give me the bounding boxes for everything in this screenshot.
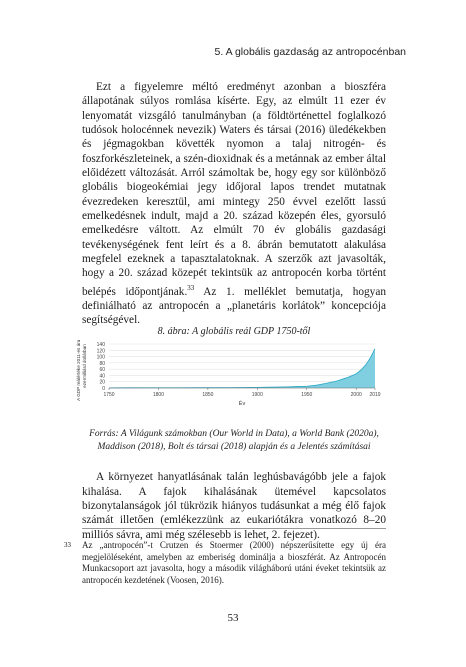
- x-tick-label: 1850: [202, 392, 214, 398]
- y-tick-label: 40: [99, 373, 105, 380]
- footnote-rule: [82, 528, 386, 529]
- gdp-chart-svg: [66, 340, 386, 420]
- y-axis-label-line: A GDP reálértéke 2011-es árakon,: [76, 340, 81, 401]
- gdp-area: [109, 349, 375, 388]
- paragraph-1-text-after: Az 1. melléklet bemutatja, hogyan definiálható az antropocén a „planetáris korlátok” koncepciója segítségével.: [82, 285, 386, 327]
- footnote: [64, 540, 386, 586]
- y-tick-label: 60: [99, 367, 105, 374]
- paragraph-2-text: A környezet hanyatlásának talán leghúsbavágóbb jele a fajok kihalása. A fajok kihalásának ütemével kapcsolatos bizonytalanságok jól tükrözik hiányos tudásunkat a még élő fajok számát illetően (emlékezzünk az eukariótákra vonatkozó 8–20 milliós sávra, ami még szélesebb is lehet, 2. fejezet).: [82, 471, 386, 541]
- y-tick-label: 140: [96, 342, 105, 348]
- paragraph-1-text: Ezt a figyelemre méltó eredményt azonban a bioszféra állapotának súlyos romlása kísérte. Egy, az elmúlt 11 ezer év lenyomatát vizsgáló tanulmányban (a földtörténettel foglalkozó tudósok holocénnek nevezik) Waters és társai (2016) üledékekben és jégmagokban követték nyomon a talaj nitrogén- és foszforkészleteinek, a szén-dioxidnak és a metánnak az ember által előidézett változását. Arról számoltak be, hogy egy sor különböző globális biogeokémiai jegy időjoral lapos trendet mutatnak évezredeken keresztül, ami mintegy 250 évvel ezelőtt lassú emelkedésnek indult, majd a 20. század közepén éles, gyorsuló emelkedésre váltott. Az elmúlt 70 év globális gazdasági tevékenységének fent leírt és a 8. ábrán bemutatott alakulása megfelel ezeknek a tapasztalatoknak. A szerzők azt javasolták, hogy a 20. század közepét tekintsük az antropocén korba történt belépés időpontjának.: [82, 81, 386, 298]
- x-tick-label: 2000: [350, 392, 362, 398]
- footnote-text: Az „antropocén”-t Crutzen és Stoermer (2000) népszerűsítette egy új éra megjelöléseként, amelyben az emberiség dominálja a bioszférát. Az Antropocén Munkacsoport azt javasolta, hogy a második világháború utáni éveket tekintsük az antropocén kezdetének (Voosen, 2016).: [82, 540, 386, 585]
- figure-caption: 8. ábra: A globális reál GDP 1750-től: [157, 326, 311, 337]
- y-tick-label: 120: [96, 348, 105, 355]
- x-tick-label: 1750: [103, 392, 115, 398]
- x-axis-label: Év: [238, 401, 246, 407]
- x-tick-label: 1950: [301, 392, 313, 398]
- x-tick-label: 1900: [251, 392, 263, 398]
- y-tick-label: 0: [102, 386, 105, 392]
- figure-source: Forrás: A Világunk számokban (Our World in Data), a World Bank (2020a), Maddison (2018), Bolt és társai (2018) alapján és a Jelentés számításai: [89, 429, 379, 452]
- y-axis-label: [76, 340, 87, 401]
- y-tick-label: 100: [96, 354, 105, 361]
- y-tick-label: 80: [99, 360, 105, 367]
- running-header: 5. A globális gazdaság az antropocénban: [214, 46, 406, 58]
- y-tick-label: 20: [99, 379, 105, 386]
- page-number: 53: [227, 612, 239, 624]
- body-paragraph-1: [82, 80, 386, 328]
- x-tick-label: 2019: [369, 392, 381, 398]
- x-tick-label: 1800: [152, 392, 165, 398]
- y-axis-label-line: ezermilliárd dollárban: [82, 344, 87, 388]
- footnote-number: 33: [64, 541, 71, 549]
- footnote-ref: 33: [187, 283, 195, 292]
- gdp-chart: [66, 340, 386, 420]
